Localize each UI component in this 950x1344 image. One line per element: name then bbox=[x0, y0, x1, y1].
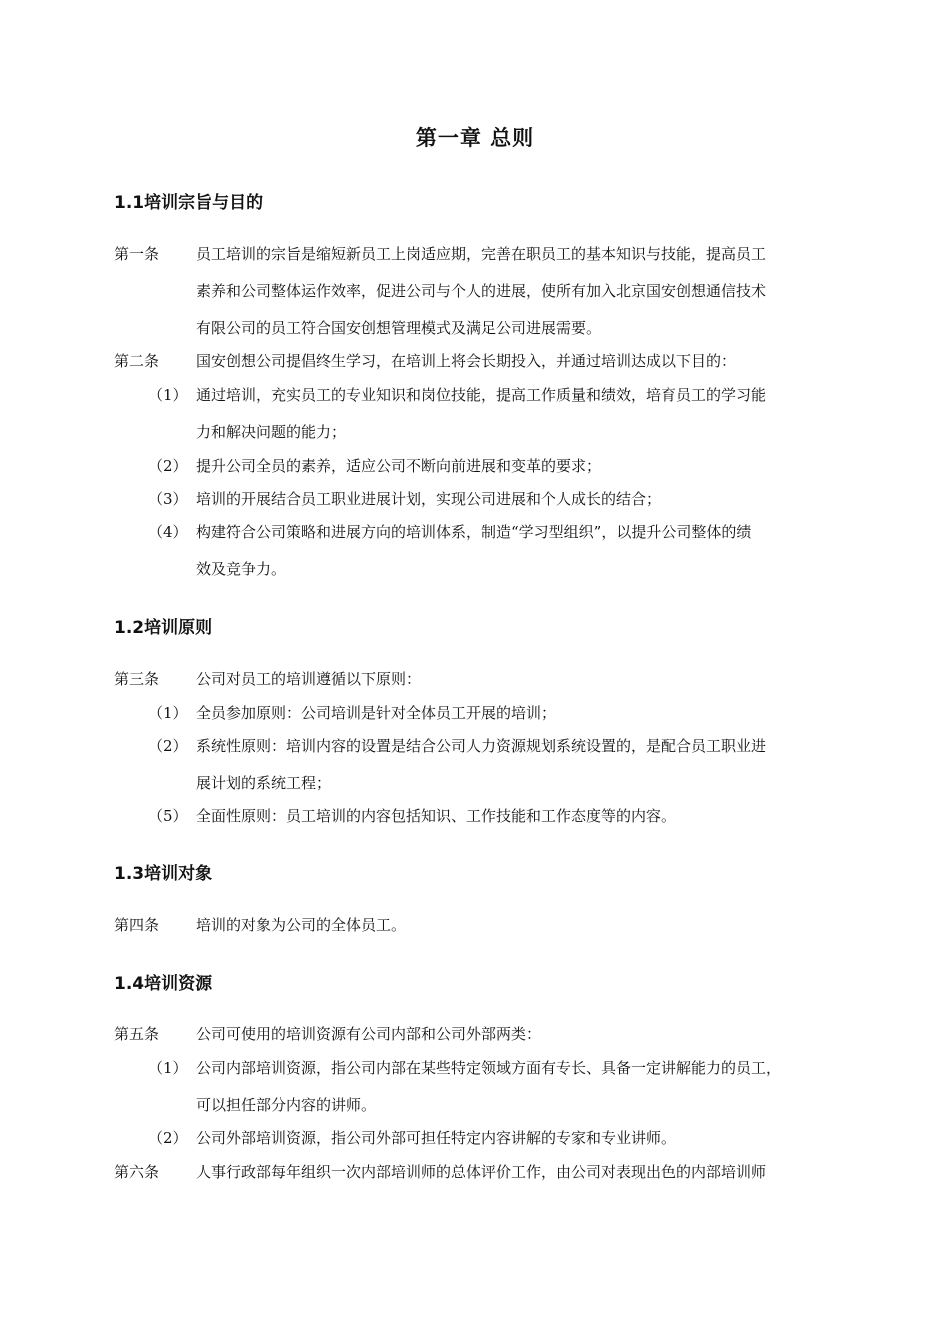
section-heading-1-4: 1.4培训资源 bbox=[114, 974, 213, 994]
article-label-5: 第五条 bbox=[114, 1025, 160, 1043]
list-item-number: （2） bbox=[148, 1129, 188, 1147]
list-item-number: （3） bbox=[148, 490, 188, 508]
article-6-line-1: 人事行政部每年组织一次内部培训师的总体评价工作，由公司对表现出色的内部培训师 bbox=[196, 1163, 767, 1181]
article-1-line-2: 素养和公司整体运作效率，促进公司与个人的进展，使所有加入北京国安创想通信技术 bbox=[196, 282, 767, 300]
list-item-text: 公司外部培训资源，指公司外部可担任特定内容讲解的专家和专业讲师。 bbox=[196, 1129, 677, 1147]
list-item-number: （2） bbox=[148, 737, 188, 755]
list-item-text: 公司内部培训资源，指公司内部在某些特定领域方面有专长、具备一定讲解能力的员工， bbox=[196, 1059, 782, 1077]
article-5-line-1: 公司可使用的培训资源有公司内部和公司外部两类： bbox=[196, 1025, 542, 1043]
section-heading-1-3: 1.3培训对象 bbox=[114, 864, 213, 884]
section-heading-1-2: 1.2培训原则 bbox=[114, 618, 213, 638]
list-item-text: 力和解决问题的能力； bbox=[196, 423, 347, 441]
article-3-line-1: 公司对员工的培训遵循以下原则： bbox=[196, 670, 422, 688]
article-label-3: 第三条 bbox=[114, 670, 160, 688]
list-item-number: （1） bbox=[148, 386, 188, 404]
article-label-4: 第四条 bbox=[114, 916, 160, 934]
article-1-line-3: 有限公司的员工符合国安创想管理模式及满足公司进展需要。 bbox=[196, 319, 602, 337]
list-item-text: 系统性原则：培训内容的设置是结合公司人力资源规划系统设置的，是配合员工职业进 bbox=[196, 737, 767, 755]
article-label-1: 第一条 bbox=[114, 245, 160, 263]
list-item-number: （1） bbox=[148, 704, 188, 722]
list-item-text: 可以担任部分内容的讲师。 bbox=[196, 1096, 377, 1114]
list-item-text: 提升公司全员的素养，适应公司不断向前进展和变革的要求； bbox=[196, 457, 602, 475]
article-1-line-1: 员工培训的宗旨是缩短新员工上岗适应期，完善在职员工的基本知识与技能，提高员工 bbox=[196, 245, 767, 263]
chapter-title: 第一章 总则 bbox=[415, 126, 535, 150]
section-heading-1-1: 1.1培训宗旨与目的 bbox=[114, 193, 264, 213]
article-4-line-1: 培训的对象为公司的全体员工。 bbox=[196, 916, 407, 934]
list-item-number: （1） bbox=[148, 1059, 188, 1077]
list-item-text: 全员参加原则：公司培训是针对全体员工开展的培训； bbox=[196, 704, 557, 722]
list-item-text: 构建符合公司策略和进展方向的培训体系，制造“学习型组织”，以提升公司整体的绩 bbox=[196, 523, 752, 541]
list-item-number: （4） bbox=[148, 523, 188, 541]
list-item-number: （5） bbox=[148, 807, 188, 825]
list-item-text: 展计划的系统工程； bbox=[196, 774, 332, 792]
article-label-2: 第二条 bbox=[114, 352, 160, 370]
list-item-text: 效及竞争力。 bbox=[196, 560, 287, 578]
list-item-text: 通过培训，充实员工的专业知识和岗位技能，提高工作质量和绩效，培育员工的学习能 bbox=[196, 386, 767, 404]
list-item-text: 培训的开展结合员工职业进展计划，实现公司进展和个人成长的结合； bbox=[196, 490, 662, 508]
article-2-line-1: 国安创想公司提倡终生学习，在培训上将会长期投入，并通过培训达成以下目的： bbox=[196, 352, 737, 370]
list-item-text: 全面性原则：员工培训的内容包括知识、工作技能和工作态度等的内容。 bbox=[196, 807, 677, 825]
article-label-6: 第六条 bbox=[114, 1163, 160, 1181]
list-item-number: （2） bbox=[148, 457, 188, 475]
